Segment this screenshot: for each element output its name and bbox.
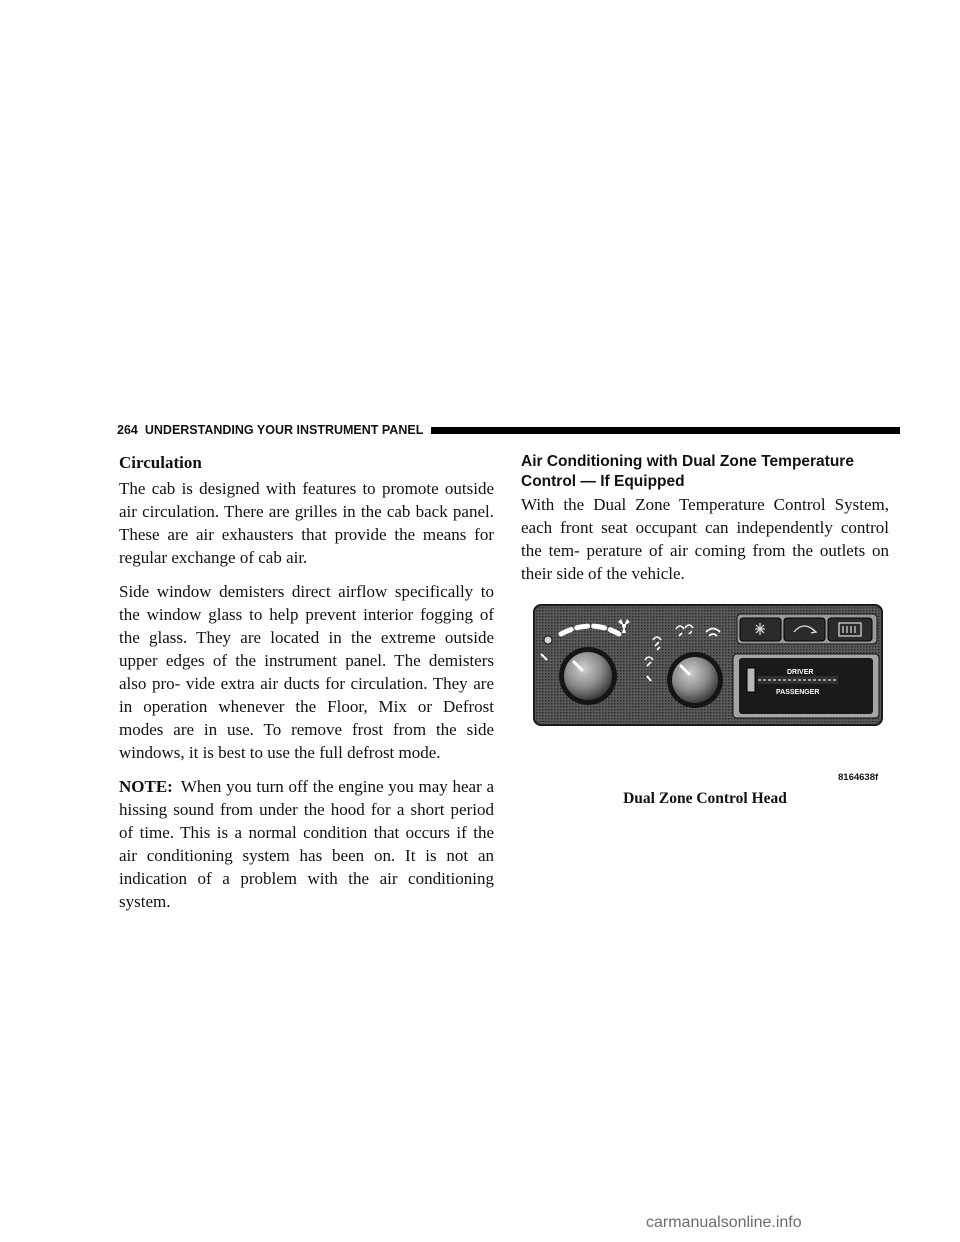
rear-defrost-button[interactable] xyxy=(828,618,872,641)
left-column xyxy=(119,450,494,924)
page-header xyxy=(117,421,900,439)
indicator-light-icon xyxy=(544,636,552,644)
recirculation-button[interactable] xyxy=(784,618,825,641)
page-number: 264 xyxy=(117,423,138,437)
circulation-paragraph: The cab is designed with features to promote outside air circulation. There are grilles in the cab back panel. These are air exhausters that provide the means for regular exchange of cab air. xyxy=(119,479,494,567)
ac-button[interactable] xyxy=(740,618,781,641)
fan-speed-knob[interactable] xyxy=(559,647,617,705)
dual-zone-heading xyxy=(521,452,889,492)
snowflake-icon xyxy=(755,623,765,635)
figure-code: 8164638f xyxy=(838,772,879,783)
note-text: When you turn off the engine you may hear a hissing sound from under the hood for a short period of time. This is a normal condition that occurs if the air conditioning system has been on. It is not an indication of a problem with the air conditioning system. xyxy=(119,777,494,911)
driver-label: DRIVER xyxy=(787,669,814,676)
dual-zone-heading-line1: Air Conditioning with Dual Zone Temperature xyxy=(521,453,854,470)
passenger-label: PASSENGER xyxy=(776,689,820,696)
dual-zone-control-head-illustration xyxy=(533,604,883,726)
dual-zone-heading-line2: Control — If Equipped xyxy=(521,473,685,490)
right-column xyxy=(521,450,889,596)
note-label: NOTE: xyxy=(119,777,173,796)
header-rule xyxy=(431,427,900,434)
note-paragraph xyxy=(119,775,494,913)
figure-caption: Dual Zone Control Head xyxy=(623,790,787,807)
circulation-heading: Circulation xyxy=(119,453,202,472)
demisters-paragraph: Side window demisters direct airflow specifically to the window glass to help prevent interior fogging of the glass. They are located in the extreme outside upper edges of the instrument panel. The demisters also pro- vide extra air ducts for circulation. They are in operation whenever the Floor, Mix or Defrost modes are in use. To remove frost from the side windows, it is best to use the full defrost mode. xyxy=(119,582,494,762)
dual-zone-paragraph: With the Dual Zone Temperature Control System, each front seat occupant can independently control the tem- perature of air coming from the outlets on their side of the vehicle. xyxy=(521,495,889,583)
watermark: carmanualsonline.info xyxy=(646,1214,802,1231)
mode-knob[interactable] xyxy=(667,652,723,708)
section-title: UNDERSTANDING YOUR INSTRUMENT PANEL xyxy=(144,423,424,437)
